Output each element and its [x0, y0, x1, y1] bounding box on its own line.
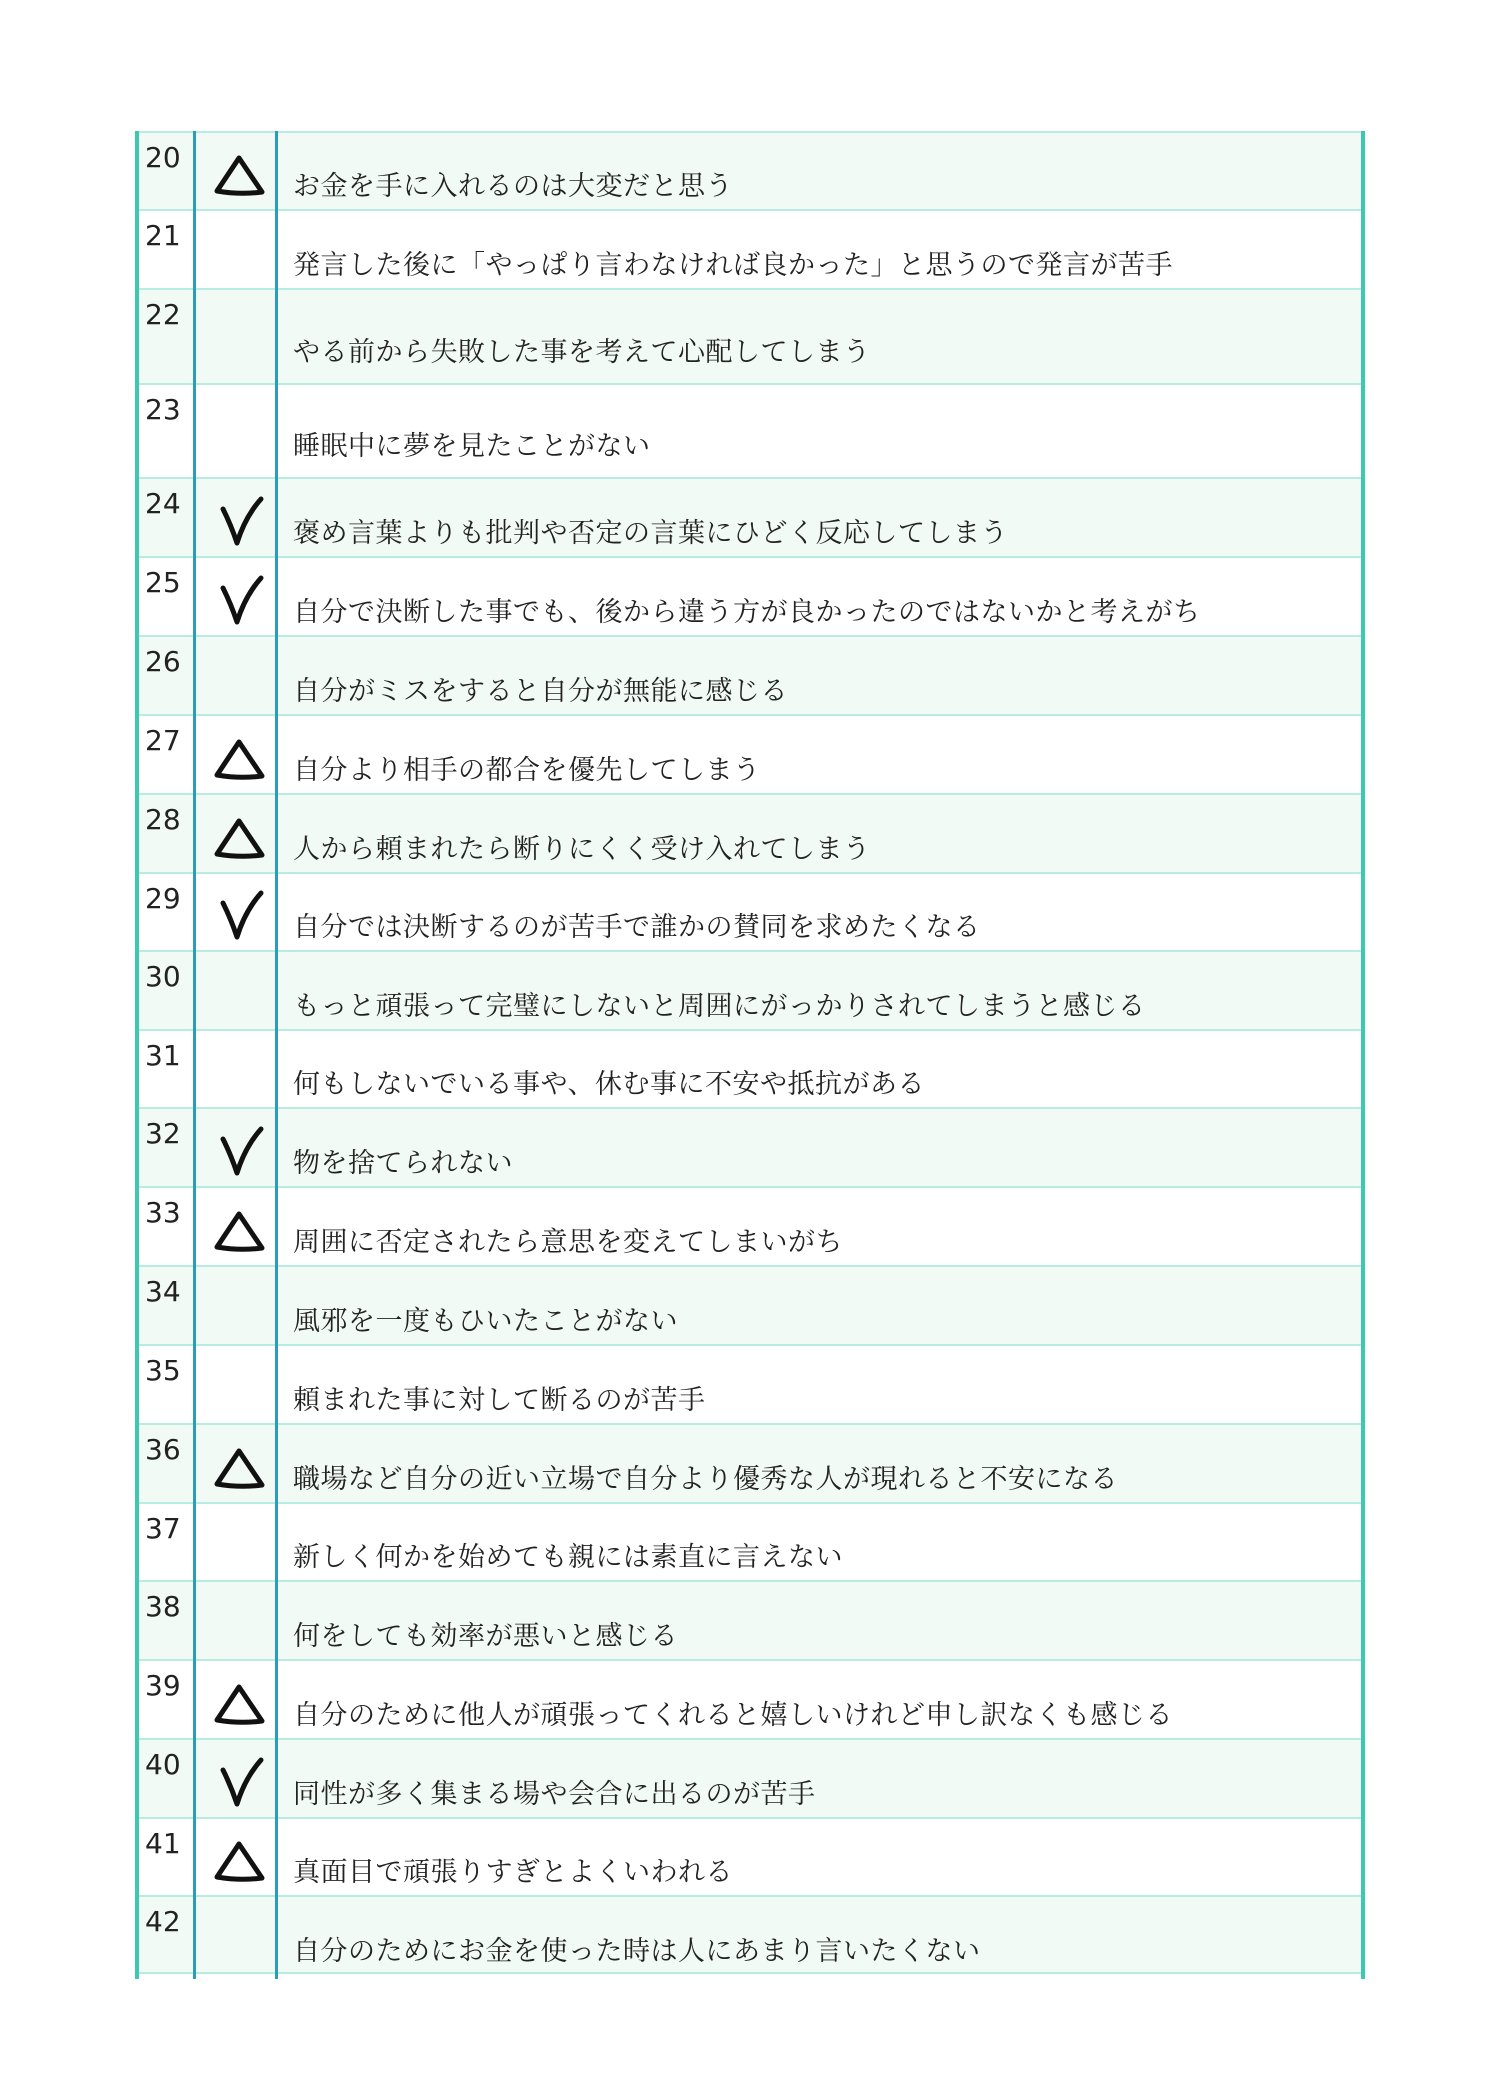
item-number: 40 [145, 1748, 181, 1781]
table-row [139, 1265, 1361, 1344]
item-number: 24 [145, 487, 181, 520]
answer-cell[interactable] [199, 1897, 279, 1972]
check-mark-icon [219, 1756, 265, 1810]
item-number: 33 [145, 1196, 181, 1229]
item-statement: 職場など自分の近い立場で自分より優秀な人が現れると不安になる [293, 1464, 1118, 1495]
table-row [139, 288, 1361, 383]
item-number: 26 [145, 645, 181, 678]
frame-left-border [135, 131, 139, 1979]
answer-cell[interactable] [199, 637, 279, 714]
check-mark-icon [219, 495, 265, 549]
item-number: 36 [145, 1433, 181, 1466]
item-number: 20 [145, 141, 181, 174]
item-statement: 自分より相手の都合を優先してしまう [293, 755, 761, 786]
triangle-mark-icon [212, 738, 266, 782]
answer-cell[interactable] [199, 874, 279, 950]
triangle-mark-icon [212, 1447, 266, 1491]
item-number: 23 [145, 393, 181, 426]
item-statement: 自分のためにお金を使った時は人にあまり言いたくない [293, 1936, 981, 1967]
item-statement: 自分では決断するのが苦手で誰かの賛同を求めたくなる [293, 912, 981, 943]
answer-cell[interactable] [199, 1504, 279, 1580]
table-row [139, 872, 1361, 950]
answer-cell[interactable] [199, 558, 279, 635]
number-column-divider [193, 131, 196, 1979]
triangle-mark-icon [212, 817, 266, 861]
table-row [139, 1659, 1361, 1738]
item-number: 28 [145, 803, 181, 836]
triangle-mark-icon [212, 1840, 266, 1884]
item-statement: 頼まれた事に対して断るのが苦手 [293, 1385, 706, 1416]
item-statement: 真面目で頑張りすぎとよくいわれる [293, 1857, 733, 1888]
table-row [139, 1344, 1361, 1423]
item-number: 29 [145, 882, 181, 915]
item-statement: 同性が多く集まる場や会合に出るのが苦手 [293, 1779, 816, 1810]
table-row [139, 1738, 1361, 1817]
answer-cell[interactable] [199, 1425, 279, 1502]
table-row [139, 950, 1361, 1029]
table-row [139, 1029, 1361, 1107]
checklist-sheet [135, 131, 1365, 1979]
check-mark-icon [219, 574, 265, 628]
answer-cell[interactable] [199, 1188, 279, 1265]
table-row [139, 131, 1361, 209]
item-statement: 睡眠中に夢を見たことがない [293, 431, 651, 462]
item-statement: 周囲に否定されたら意思を変えてしまいがち [293, 1227, 843, 1258]
answer-cell[interactable] [199, 211, 279, 288]
triangle-mark-icon [212, 1210, 266, 1254]
answer-cell[interactable] [199, 1819, 279, 1895]
item-number: 42 [145, 1905, 181, 1938]
item-statement: もっと頑張って完璧にしないと周囲にがっかりされてしまうと感じる [293, 991, 1146, 1022]
item-statement: 何をしても効率が悪いと感じる [293, 1621, 678, 1652]
table-row [139, 1895, 1361, 1974]
triangle-mark-icon [212, 154, 266, 198]
answer-cell[interactable] [199, 952, 279, 1029]
answer-cell[interactable] [199, 133, 279, 209]
item-number: 32 [145, 1117, 181, 1150]
answer-cell[interactable] [199, 1109, 279, 1186]
item-number: 22 [145, 298, 181, 331]
table-row [139, 556, 1361, 635]
table-row [139, 383, 1361, 477]
table-row [139, 635, 1361, 714]
item-statement: 何もしないでいる事や、休む事に不安や抵抗がある [293, 1069, 925, 1100]
table-row [139, 1107, 1361, 1186]
answer-cell[interactable] [199, 1740, 279, 1817]
table-row [139, 714, 1361, 793]
answer-cell[interactable] [199, 1267, 279, 1344]
item-statement: 発言した後に「やっぱり言わなければ良かった」と思うので発言が苦手 [293, 250, 1173, 281]
table-row [139, 209, 1361, 288]
table-row [139, 1580, 1361, 1659]
answer-cell[interactable] [199, 1582, 279, 1659]
table-row [139, 1502, 1361, 1580]
item-statement: 物を捨てられない [293, 1148, 513, 1179]
answer-cell[interactable] [199, 290, 279, 383]
item-number: 25 [145, 566, 181, 599]
item-statement: 新しく何かを始めても親には素直に言えない [293, 1542, 843, 1573]
item-statement: 自分がミスをすると自分が無能に感じる [293, 676, 788, 707]
item-number: 21 [145, 219, 181, 252]
frame-right-border [1361, 131, 1365, 1979]
answer-cell[interactable] [199, 385, 279, 477]
item-number: 41 [145, 1827, 181, 1860]
item-statement: 自分で決断した事でも、後から違う方が良かったのではないかと考えがち [293, 597, 1201, 628]
item-number: 34 [145, 1275, 181, 1308]
answer-cell[interactable] [199, 479, 279, 556]
item-number: 39 [145, 1669, 181, 1702]
item-number: 27 [145, 724, 181, 757]
answer-cell[interactable] [199, 1346, 279, 1423]
mark-column-divider [275, 131, 278, 1979]
answer-cell[interactable] [199, 1661, 279, 1738]
item-number: 37 [145, 1512, 181, 1545]
table-row [139, 1186, 1361, 1265]
triangle-mark-icon [212, 1683, 266, 1727]
item-statement: 褒め言葉よりも批判や否定の言葉にひどく反応してしまう [293, 518, 1008, 549]
table-row [139, 793, 1361, 872]
item-statement: お金を手に入れるのは大変だと思う [293, 171, 733, 202]
check-mark-icon [219, 889, 265, 943]
item-number: 31 [145, 1039, 181, 1072]
checklist-rows [139, 131, 1361, 1979]
answer-cell[interactable] [199, 1031, 279, 1107]
check-mark-icon [219, 1125, 265, 1179]
item-number: 30 [145, 960, 181, 993]
table-row [139, 1423, 1361, 1502]
item-number: 35 [145, 1354, 181, 1387]
answer-cell[interactable] [199, 795, 279, 872]
item-statement: やる前から失敗した事を考えて心配してしまう [293, 337, 871, 368]
item-statement: 風邪を一度もひいたことがない [293, 1306, 678, 1337]
item-number: 38 [145, 1590, 181, 1623]
table-row [139, 477, 1361, 556]
answer-cell[interactable] [199, 716, 279, 793]
item-statement: 自分のために他人が頑張ってくれると嬉しいけれど申し訳なくも感じる [293, 1700, 1173, 1731]
table-row [139, 1817, 1361, 1895]
item-statement: 人から頼まれたら断りにくく受け入れてしまう [293, 834, 871, 865]
